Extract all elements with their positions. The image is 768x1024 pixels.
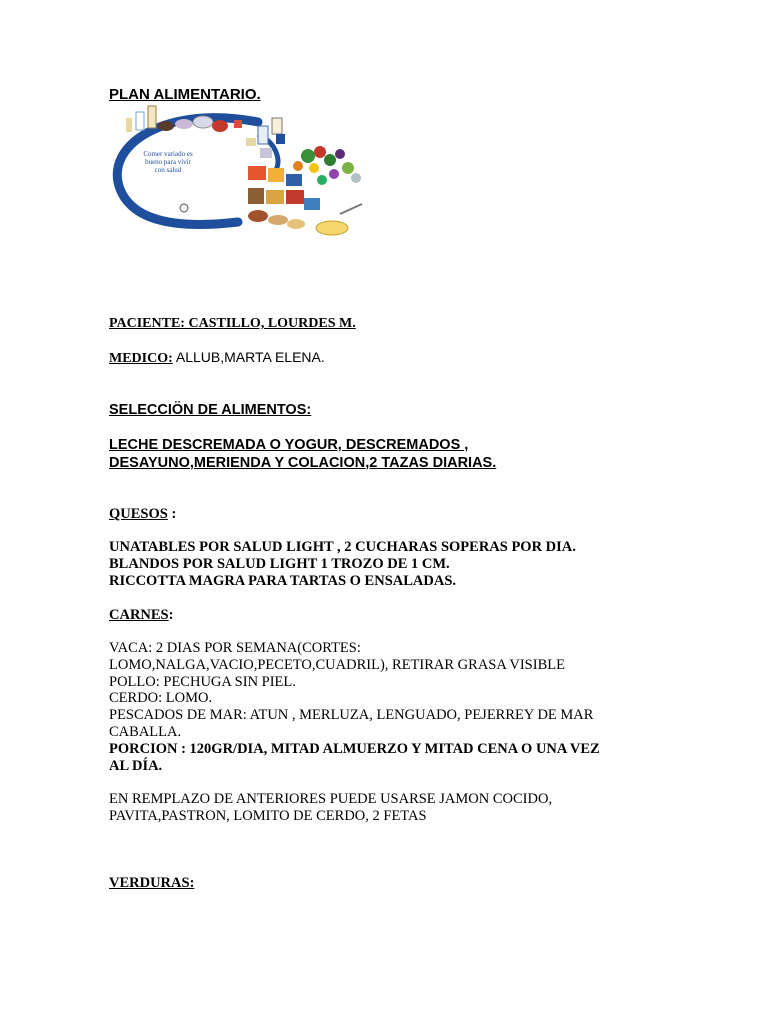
doctor-name: ALLUB,MARTA ELENA. [172,349,325,365]
food-item-yogurt [272,118,282,134]
food-item-oil [148,106,156,128]
document-title: PLAN ALIMENTARIO. [109,86,261,103]
food-wheel-illustration [108,104,376,244]
cheeses-heading: QUESOS [109,506,168,522]
food-item-plate [193,116,213,128]
food-item-cheese [246,138,256,146]
food-item-rolls [268,215,288,225]
cheese-line-2: BLANDOS POR SALUD LIGHT 1 TROZO DE 1 CM. [109,556,450,572]
food-item-banana [309,163,319,173]
food-item-milk [136,112,144,130]
food-item-loaf [248,210,268,222]
food-item-rice-box [268,168,284,182]
food-item-pepper [317,175,327,185]
meat-line-3: POLLO: PECHUGA SIN PIEL. [109,673,296,690]
cheese-line-3: RICCOTTA MAGRA PARA TARTAS O ENSALADAS. [109,573,457,589]
food-item-meat [158,121,174,131]
cheese-line-1: UNATABLES POR SALUD LIGHT , 2 CUCHARAS SOPERAS POR DIA. [109,539,576,555]
food-item-orange [293,161,303,171]
meats-heading-row [109,607,173,624]
food-item-tomato [314,146,326,158]
food-item-greens [342,162,354,174]
food-item-pasta-box [286,174,302,186]
vegetables-heading: VERDURAS: [109,875,195,891]
food-item-grain-pack [304,198,320,210]
meat-line-6: CABALLA. [109,723,182,740]
cheeses-list [109,539,576,590]
meat-line-1: VACA: 2 DIAS POR SEMANA(CORTES: [109,640,361,656]
caption-line-2: bueno para vivir [145,158,191,166]
portion-line-2: AL DÍA. [109,757,163,774]
milk-line-1: LECHE DESCREMADA O YOGUR, DESCREMADOS , [109,437,469,453]
food-item-grapes [329,169,339,179]
food-item-eggplant [335,149,345,159]
food-item-fork [340,204,362,214]
food-item-egg-box [234,120,242,128]
food-item-bottle [126,118,132,132]
meats-heading: CARNES [109,607,169,623]
meat-line-5: PESCADOS DE MAR: ATUN , MERLUZA, LENGUADO, PEJERREY DE MAR [109,707,594,724]
food-item-dairy [260,148,272,158]
cheeses-heading-row [109,506,176,523]
patient-line: PACIENTE: CASTILLO, LOURDES M. [109,316,356,331]
caption-line-3: con salud [154,166,182,174]
meat-line-2: LOMO,NALGA,VACIO,PECETO,CUADRIL), RETIRAR GRASA VISIBLE [109,656,565,673]
meats-list [109,640,600,774]
food-item-flour [286,190,304,204]
food-selection-heading: SELECCIÖN DE ALIMENTOS: [109,402,312,418]
food-item-lettuce [301,149,315,163]
caption-line-1: Comer variado es [143,150,193,158]
replacement-line-1: EN REMPLAZO DE ANTERIORES PUEDE USARSE JAMON COCIDO, [109,791,553,807]
food-item-fish [175,119,193,129]
person-icon [180,204,188,212]
doctor-line [109,349,325,367]
milk-line-2: DESAYUNO,MERIENDA Y COLACION,2 TAZAS DIARIAS. [109,454,497,471]
food-item-chicken [212,120,228,132]
food-item-broccoli [324,154,336,166]
cheeses-heading-suffix: : [167,506,177,522]
replacement-note [109,791,552,825]
food-item-bread [248,188,264,204]
replacement-line-2: PAVITA,PASTRON, LOMITO DE CERDO, 2 FETAS [109,807,427,824]
food-item-noodles [316,221,348,235]
food-wheel-graphic [108,104,376,244]
food-item-cheese-pack [276,134,285,144]
portion-line-1: PORCION : 120GR/DIA, MITAD ALMUERZO Y MITAD CENA O UNA VEZ [109,740,600,757]
food-item-milk-carton [258,126,268,144]
food-item-bowl [351,173,361,183]
food-item-cereal-box [248,166,266,180]
meat-line-4: CERDO: LOMO. [109,690,213,707]
doctor-label: MEDICO: [109,351,173,366]
meats-heading-suffix: : [168,607,174,623]
milk-section [109,437,496,472]
food-item-crackers [266,190,284,204]
food-item-pastry [287,219,305,229]
